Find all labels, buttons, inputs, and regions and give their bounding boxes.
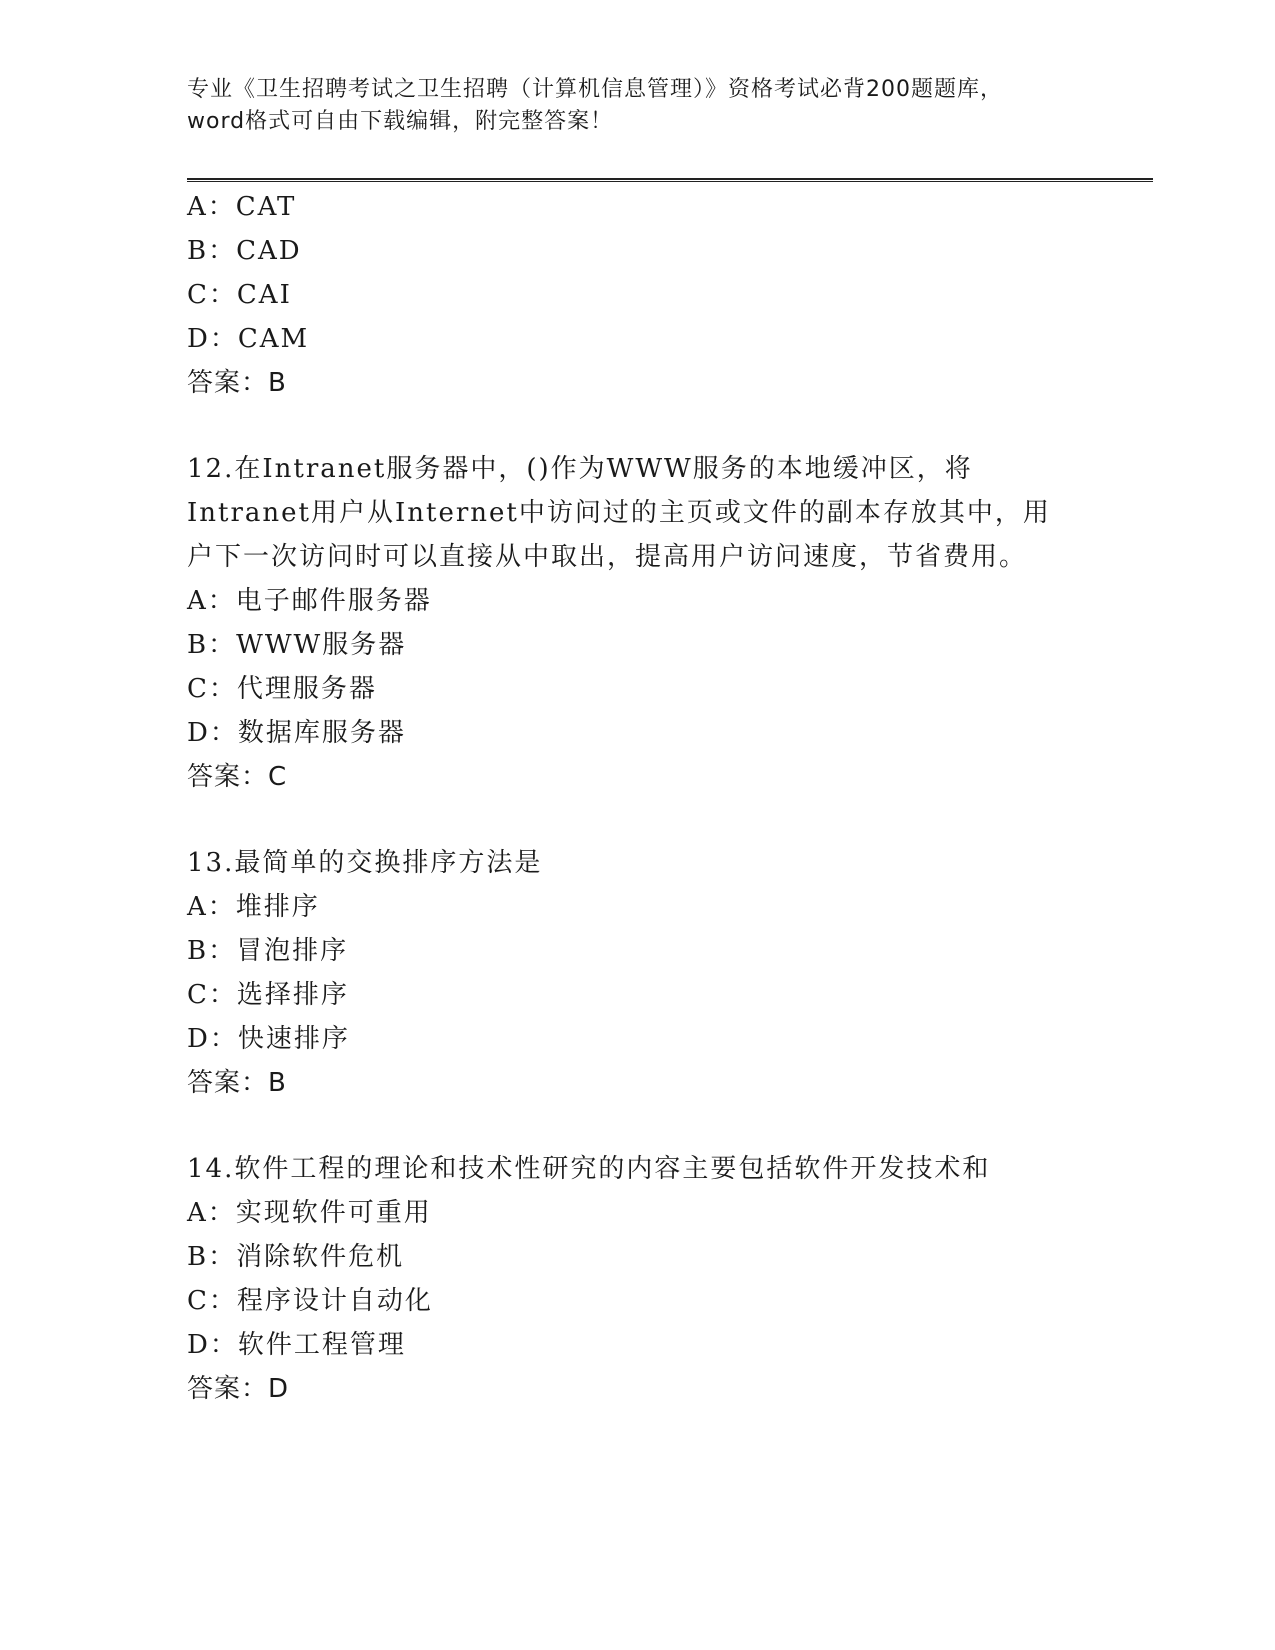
q13-option-d: D：快速排序 — [187, 1024, 350, 1054]
q12-stem-line-1: 12.在Intranet服务器中，()作为WWW服务的本地缓冲区，将 — [187, 454, 973, 484]
q11-option-b: B：CAD — [187, 236, 302, 266]
q12-option-c: C：代理服务器 — [187, 674, 377, 704]
header-line-2: word格式可自由下载编辑，附完整答案！ — [187, 109, 614, 134]
q13-option-a: A：堆排序 — [187, 892, 320, 922]
q14-option-c: C：程序设计自动化 — [187, 1286, 433, 1316]
q12-option-b: B：WWW服务器 — [187, 630, 407, 660]
document-header — [187, 74, 1087, 138]
q12-stem-line-3: 户下一次访问时可以直接从中取出，提高用户访问速度，节省费用。 — [187, 542, 1028, 572]
q13-option-c: C：选择排序 — [187, 980, 349, 1010]
header-line-1: 专业《卫生招聘考试之卫生招聘（计算机信息管理）》资格考试必背200题题库， — [187, 77, 1003, 102]
q14-option-a: A：实现软件可重用 — [187, 1198, 432, 1228]
q14-stem: 14.软件工程的理论和技术性研究的内容主要包括软件开发技术和 — [187, 1154, 991, 1184]
q11-option-a: A：CAT — [187, 192, 297, 222]
q11-answer: 答案：B — [187, 368, 287, 398]
q14-option-b: B：消除软件危机 — [187, 1242, 405, 1272]
q12-answer: 答案：C — [187, 762, 288, 792]
q12-option-d: D：数据库服务器 — [187, 718, 406, 748]
q13-answer: 答案：B — [187, 1068, 287, 1098]
q13-option-b: B：冒泡排序 — [187, 936, 349, 966]
q14-answer: 答案：D — [187, 1374, 290, 1404]
q12-stem-line-2: Intranet用户从Internet中访问过的主页或文件的副本存放其中，用 — [187, 498, 1051, 528]
q11-option-c: C：CAI — [187, 280, 292, 310]
q11-option-d: D：CAM — [187, 324, 310, 354]
q12-option-a: A：电子邮件服务器 — [187, 586, 432, 616]
q14-option-d: D：软件工程管理 — [187, 1330, 406, 1360]
header-divider — [187, 178, 1153, 182]
q13-stem: 13.最简单的交换排序方法是 — [187, 848, 543, 878]
